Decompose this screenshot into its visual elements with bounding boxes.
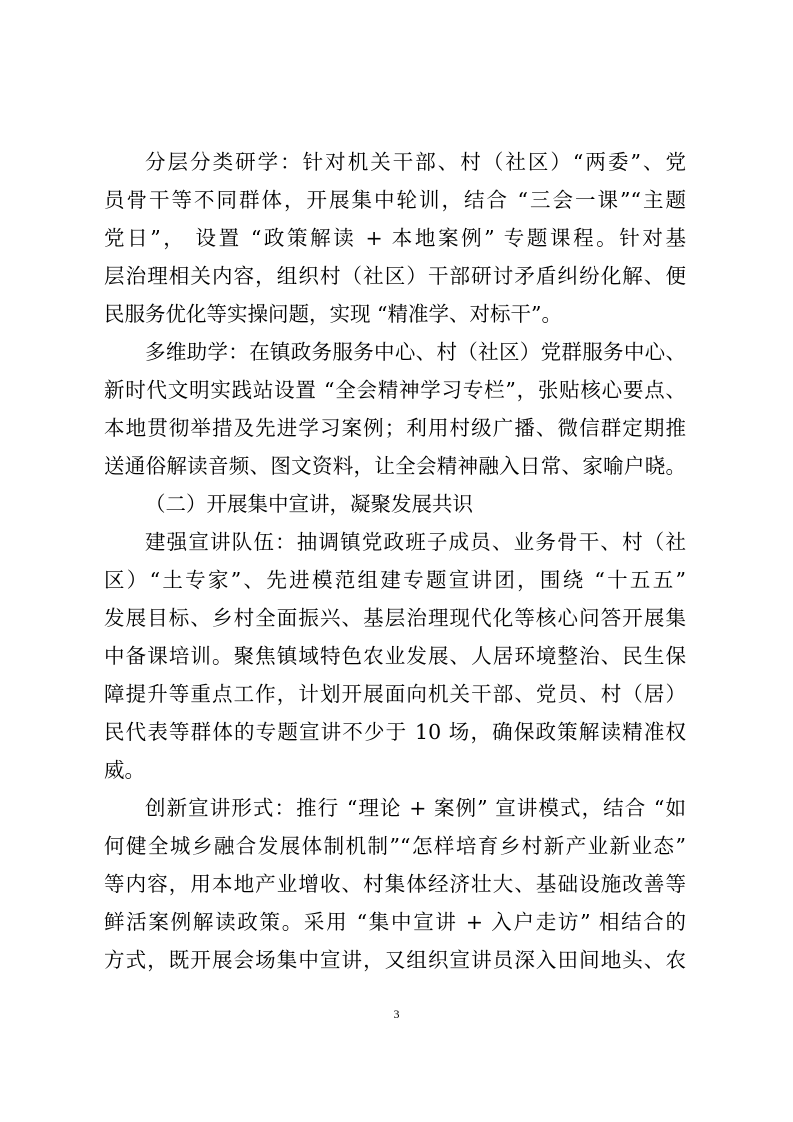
paragraph-layered-study bbox=[104, 143, 686, 333]
text-line: 本地贯彻举措及先进学习案例；利用村级广播、微信群定期推 bbox=[104, 416, 686, 440]
text-line: 区）“土专家”、先进模范组建专题宣讲团，围绕 “十五五” bbox=[104, 568, 686, 592]
section-heading-text: （二）开展集中宣讲，凝聚发展共识 bbox=[145, 492, 473, 516]
text-line: 何健全城乡融合发展体制机制”“怎样培育乡村新产业新业态” bbox=[104, 834, 686, 858]
paragraph-lecture-team bbox=[104, 523, 686, 789]
text-line: 建强宣讲队伍：抽调镇党政班子成员、业务骨干、村（社 bbox=[145, 530, 686, 554]
paragraph-lecture-format bbox=[104, 789, 686, 979]
text-line: 民代表等群体的专题宣讲不少于 10 场，确保政策解读精准权 bbox=[104, 720, 686, 744]
paragraph-multi-dimensional-study bbox=[104, 333, 686, 485]
text-line: 等内容，用本地产业增收、村集体经济壮大、基础设施改善等 bbox=[104, 872, 686, 896]
text-line: 分层分类研学：针对机关干部、村（社区）“两委”、党 bbox=[145, 150, 686, 174]
text-line: 鲜活案例解读政策。采用 “集中宣讲 + 入户走访” 相结合的 bbox=[104, 910, 686, 934]
section-heading bbox=[104, 485, 686, 523]
text-line: 新时代文明实践站设置 “全会精神学习专栏”，张贴核心要点、 bbox=[104, 378, 686, 402]
text-line: 民服务优化等实操问题，实现 “精准学、对标干”。 bbox=[104, 302, 562, 326]
text-line: 威。 bbox=[104, 758, 145, 782]
text-line: 创新宣讲形式：推行 “理论 + 案例” 宣讲模式，结合 “如 bbox=[145, 796, 686, 820]
text-line: 层治理相关内容，组织村（社区）干部研讨矛盾纠纷化解、便 bbox=[104, 264, 686, 288]
text-line: 员骨干等不同群体，开展集中轮训，结合 “三会一课”“主题 bbox=[104, 188, 686, 212]
text-line: 方式，既开展会场集中宣讲，又组织宣讲员深入田间地头、农 bbox=[104, 948, 686, 972]
page-number: 3 bbox=[393, 1007, 400, 1021]
text-line: 党日”， 设置 “政策解读 + 本地案例” 专题课程。针对基 bbox=[104, 226, 686, 250]
text-line: 送通俗解读音频、图文资料，让全会精神融入日常、家喻户晓。 bbox=[104, 454, 686, 478]
text-line: 发展目标、乡村全面振兴、基层治理现代化等核心问答开展集 bbox=[104, 606, 686, 630]
text-line: 障提升等重点工作，计划开展面向机关干部、党员、村（居） bbox=[104, 682, 686, 706]
document-body bbox=[104, 143, 686, 979]
text-line: 多维助学：在镇政务服务中心、村（社区）党群服务中心、 bbox=[145, 340, 686, 364]
text-line: 中备课培训。聚焦镇域特色农业发展、人居环境整治、民生保 bbox=[104, 644, 686, 668]
